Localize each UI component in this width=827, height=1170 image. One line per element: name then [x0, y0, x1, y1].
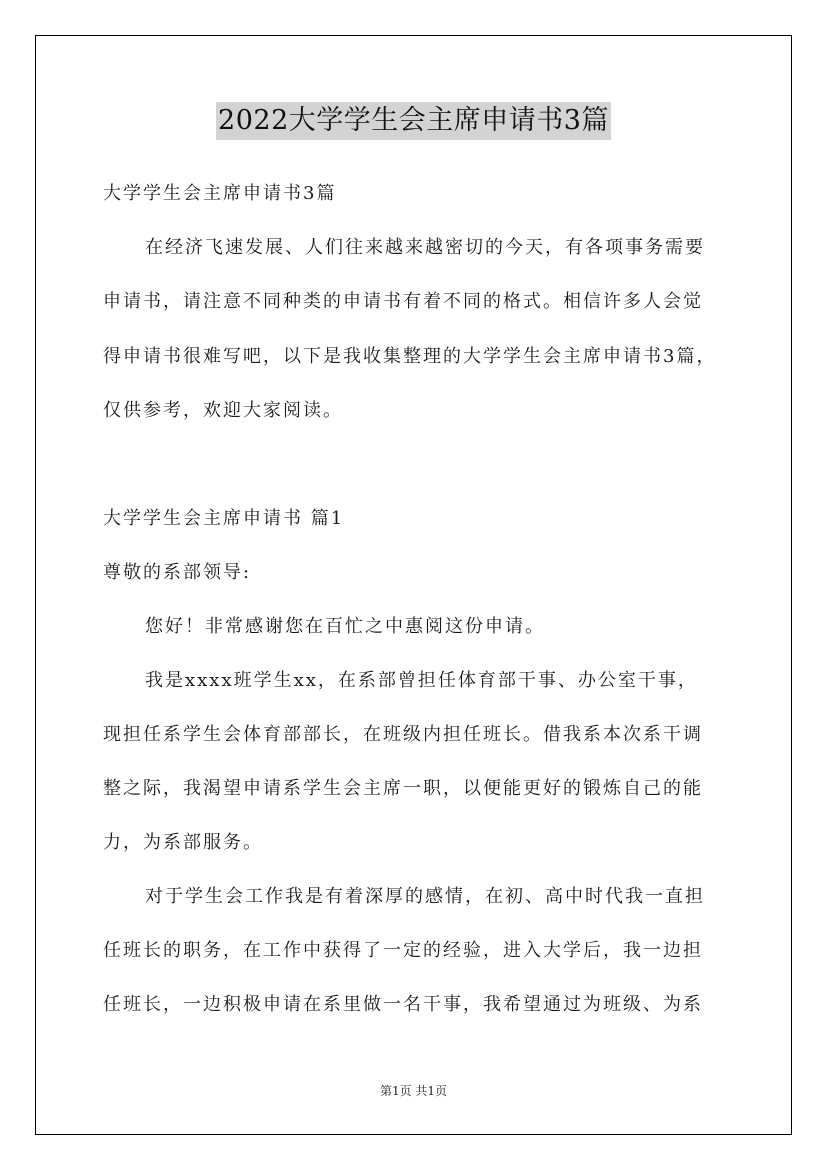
paragraph-line: 任班长，一边积极申请在系里做一名干事，我希望通过为班级、为系	[103, 994, 703, 1015]
paragraph-line: 整之际，我渴望申请系学生会主席一职，以便能更好的锻炼自己的能	[103, 778, 703, 799]
paragraph-line: 仅供参考，欢迎大家阅读。	[103, 400, 343, 421]
paragraph-line: 您好！非常感谢您在百忙之中惠阅这份申请。	[145, 616, 545, 637]
section-heading: 大学学生会主席申请书 篇1	[103, 508, 345, 529]
paragraph-line: 申请书，请注意不同种类的申请书有着不同的格式。相信许多人会觉	[103, 291, 703, 312]
salutation: 尊敬的系部领导:	[103, 562, 252, 583]
paragraph-line: 对于学生会工作我是有着深厚的感情，在初、高中时代我一直担	[145, 886, 705, 907]
document-title: 2022大学学生会主席申请书3篇	[216, 102, 611, 140]
title-container	[0, 102, 827, 140]
paragraph-line: 我是xxxx班学生xx，在系部曾担任体育部干事、办公室干事，	[145, 670, 698, 691]
paragraph-line: 现担任系学生会体育部部长，在班级内担任班长。借我系本次系干调	[103, 724, 703, 745]
paragraph-line: 得申请书很难写吧，以下是我收集整理的大学学生会主席申请书3篇，	[103, 346, 717, 367]
subtitle-line: 大学学生会主席申请书3篇	[103, 183, 337, 204]
page-footer: 第1页 共1页	[379, 1084, 448, 1098]
paragraph-line: 在经济飞速发展、人们往来越来越密切的今天，有各项事务需要	[145, 237, 705, 258]
paragraph-line: 力，为系部服务。	[103, 832, 263, 853]
paragraph-line: 任班长的职务，在工作中获得了一定的经验，进入大学后，我一边担	[103, 940, 703, 961]
